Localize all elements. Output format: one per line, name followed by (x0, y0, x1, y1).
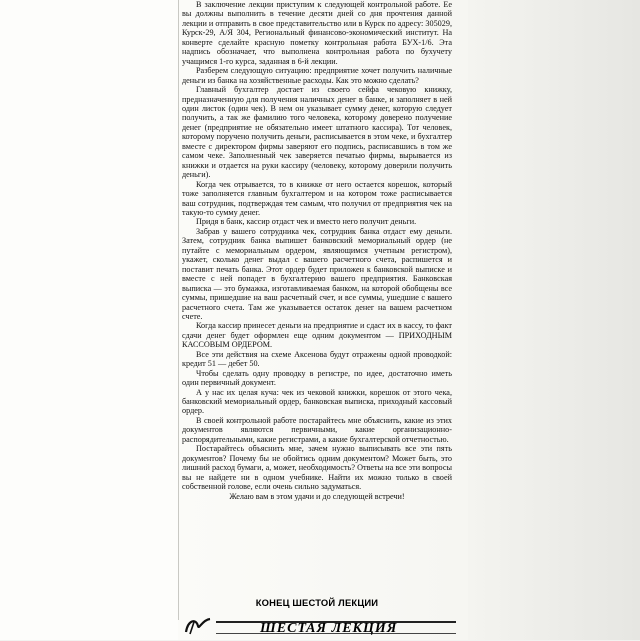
paragraph-7: Когда кассир принесет деньги на предприятие и сдаст их в кассу, то факт сдачи денег будет оформлен еще одним документом — ПРИХОДНЫМ КАССОВЫМ ОРДЕРОМ. (182, 321, 452, 350)
paragraph-3: Главный бухгалтер достает из своего сейфа чековую книжку, предназначенную для получения наличных денег в банке, и заполняет в ней один листок (один чек). В нем он указывает сумму денег, которую следует получить, а так же фамилию того человека, которому доверено получение денег (предприятие не обязательно имеет штатного кассира). Тот человек, которому поручено получить деньги, расписывается в этом чеке, и бухгалтер вместе с директором фирмы заверяют его подпись, расписавшись в том же самом чеке. Заполненный чек заверяется печатью фирмы, вырывается из книжки и отдается на руки кассиру (человеку, которому доверили получить деньги). (182, 85, 452, 180)
paragraph-12: Постарайтесь объяснить мне, зачем нужно выписывать все эти пять документов? Почему бы не обойтись одним документом? Может быть, это лишний расход бумаги, а, может, необходимость? Ответы на все эти вопросы вы не найдете ни в одном учебнике. Найти их можно только в своей собственной голове, если очень сильно задуматься. (182, 444, 452, 492)
paragraph-9: Чтобы сделать одну проводку в регистре, по идее, достаточно иметь один первичный документ. (182, 368, 452, 388)
column-divider (178, 0, 179, 620)
paragraph-10: А у нас их целая куча: чек из чековой книжки, корешок от этого чека, банковский мемориальный ордер, банковская выписка, приходный кассовый ордер. (182, 387, 452, 416)
paragraph-1: В заключение лекции приступим к следующей контрольной работе. Ее вы должны выполнить в течение десяти дней со дня прочтения данной лекции и отправить в свое представительство или в Курск по адресу: 305029, Курск-29, А/Я 304, Региональный финансово-экономический институт. На конверте сделайте красную пометку контрольная работа БУХ-1/6. Эта надпись обозначает, что выполнена контрольная работа по бухучету учащимся 1-го курса, заданная в 6-й лекции. (182, 0, 452, 66)
publisher-logo-icon (184, 616, 212, 636)
paragraph-5: Придя в банк, кассир отдаст чек и вместо него получит деньги. (196, 217, 417, 227)
right-blank-margin (468, 0, 640, 640)
paragraph-11: В своей контрольной работе постарайтесь мне объяснить, какие из этих документов являются первичными, какие организационно-распорядительными, какие регистрами, а какие бухгалтерской отчетностью. (182, 415, 452, 444)
lecture-text-column (182, 0, 452, 600)
end-of-lecture-heading: КОНЕЦ ШЕСТОЙ ЛЕКЦИИ (255, 597, 379, 608)
left-blank-margin (0, 0, 178, 640)
paragraph-13: Желаю вам в этом удачи и до следующей встречи! (229, 491, 405, 501)
paragraph-4: Когда чек отрывается, то в книжке от него остается корешок, который тоже заполняется главным бухгалтером и на котором тоже расписывается ваш сотрудник, подтверждая тем самым, что получил от предприятия чек на такую-то сумму денег. (182, 179, 452, 217)
page-footer (178, 613, 640, 640)
paragraph-2: Разберем следующую ситуацию: предприятие хочет получить наличные деньги из банка на хозяйственные расходы. Как это можно сделать? (182, 66, 452, 85)
footer-section-title: ШЕСТАЯ ЛЕКЦИЯ (260, 621, 398, 636)
paragraph-8: Все эти действия на схеме Аксенова будут отражены одной проводкой: кредит 51 — дебет 50. (182, 349, 452, 369)
paragraph-6: Забрав у вашего сотрудника чек, сотрудник банка отдаст ему деньги. Затем, сотрудник банка выпишет банковский мемориальный ордер (не путайте с мемориальным ордером, являющимся учетным регистром), укажет, сколько денег выдал с вашего расчетного счета, распишется и поставит печать банка. Этот ордер будет приложен к банковской выписке и вместе с ней попадет в бухгалтерию вашего предприятия. Банковская выписка — это бумажка, изготавливаемая банком, на которой обобщены все суммы, пришедшие на ваш расчетный счет, и все суммы, ушедшие с вашего расчетного счета. Там же указывается остаток денег на вашем расчетном счете. (182, 226, 452, 321)
